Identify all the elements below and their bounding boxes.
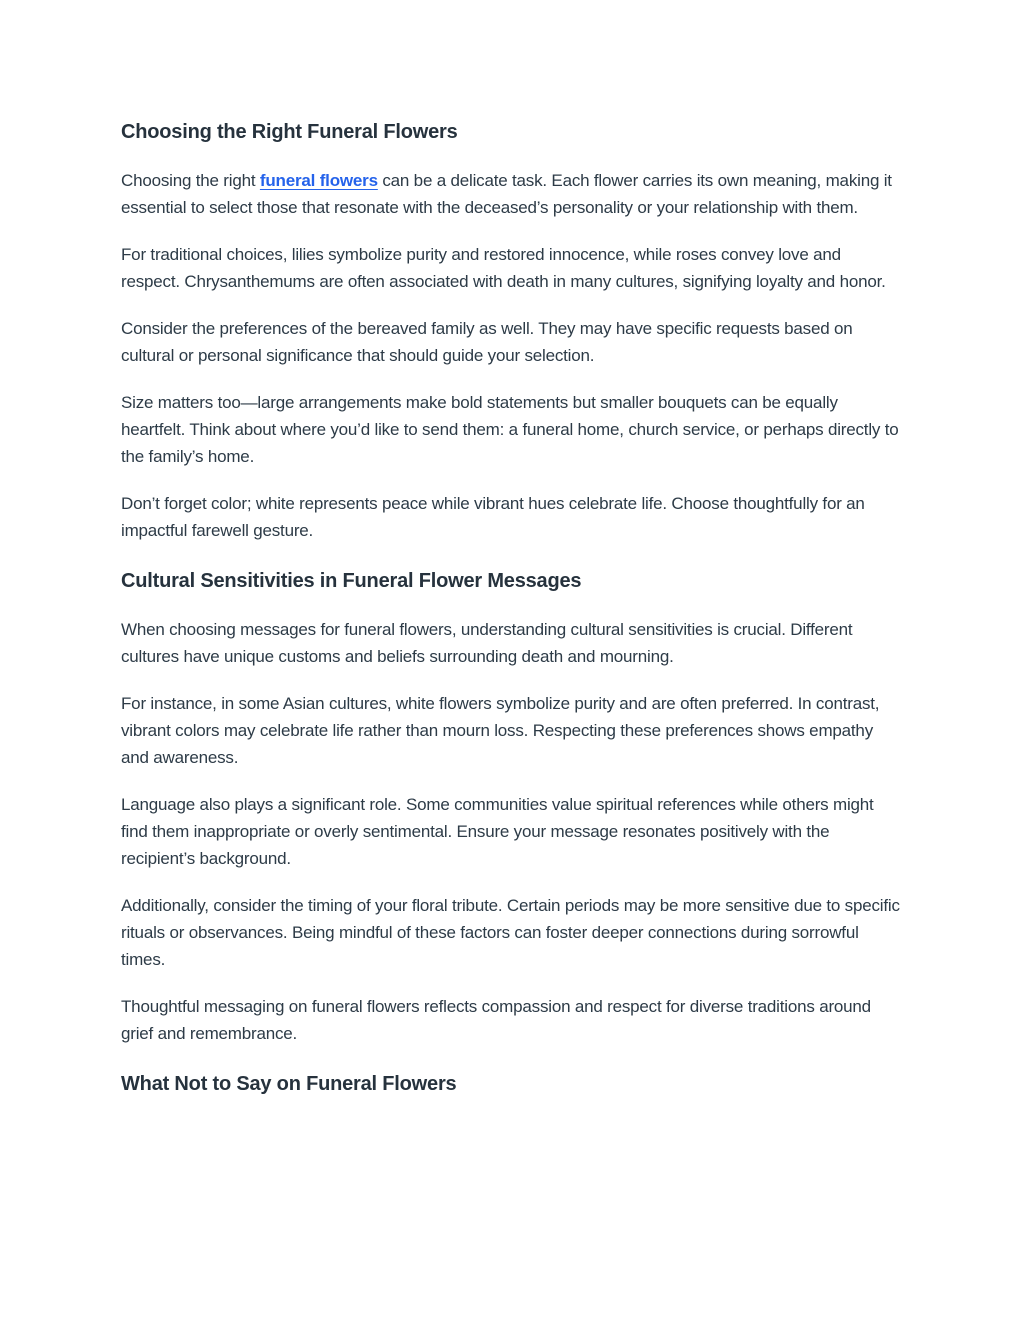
- paragraph-family-preferences: Consider the preferences of the bereaved family as well. They may have specific requests based on cultural or personal significance that should guide your selection.: [121, 319, 853, 365]
- intro-text-prefix: Choosing the right: [121, 171, 260, 190]
- intro-text-suffix: can be a delicate task. Each flower carries its own meaning, making it essential to select those that resonate with the deceased’s personality or your relationship with them.: [121, 171, 892, 217]
- paragraph-asian-cultures: For instance, in some Asian cultures, white flowers symbolize purity and are often preferred. In contrast, vibrant colors may celebrate life rather than mourn loss. Respecting these preferences shows empathy and awareness.: [121, 694, 880, 767]
- section-heading-cultural-sensitivities: Cultural Sensitivities in Funeral Flower Messages: [121, 570, 582, 592]
- paragraph-color-choice: Don’t forget color; white represents peace while vibrant hues celebrate life. Choose thoughtfully for an impactful farewell gesture.: [121, 494, 865, 540]
- paragraph-cultural-crucial: When choosing messages for funeral flowers, understanding cultural sensitivities is crucial. Different cultures have unique customs and beliefs surrounding death and mourning.: [121, 620, 853, 666]
- section-heading-what-not-to-say: What Not to Say on Funeral Flowers: [121, 1073, 457, 1095]
- intro-paragraph: [121, 167, 903, 221]
- section-heading-choosing-right-funeral-flowers: Choosing the Right Funeral Flowers: [121, 121, 458, 143]
- paragraph-thoughtful-messaging: Thoughtful messaging on funeral flowers reflects compassion and respect for diverse traditions around grief and remembrance.: [121, 997, 871, 1043]
- paragraph-size-matters: Size matters too—large arrangements make bold statements but smaller bouquets can be equally heartfelt. Think about where you’d like to send them: a funeral home, church service, or perhaps directly to the family’s home.: [121, 393, 899, 466]
- paragraph-language-role: Language also plays a significant role. Some communities value spiritual references while others might find them inappropriate or overly sentimental. Ensure your message resonates positively with the recipient’s background.: [121, 795, 874, 868]
- paragraph-timing-tribute: Additionally, consider the timing of your floral tribute. Certain periods may be more sensitive due to specific rituals or observances. Being mindful of these factors can foster deeper connections during sorrowful times.: [121, 896, 900, 969]
- paragraph-traditional-choices: For traditional choices, lilies symbolize purity and restored innocence, while roses convey love and respect. Chrysanthemums are often associated with death in many cultures, signifying loyalty and honor.: [121, 245, 886, 291]
- funeral-flowers-link[interactable]: funeral flowers: [259, 171, 378, 190]
